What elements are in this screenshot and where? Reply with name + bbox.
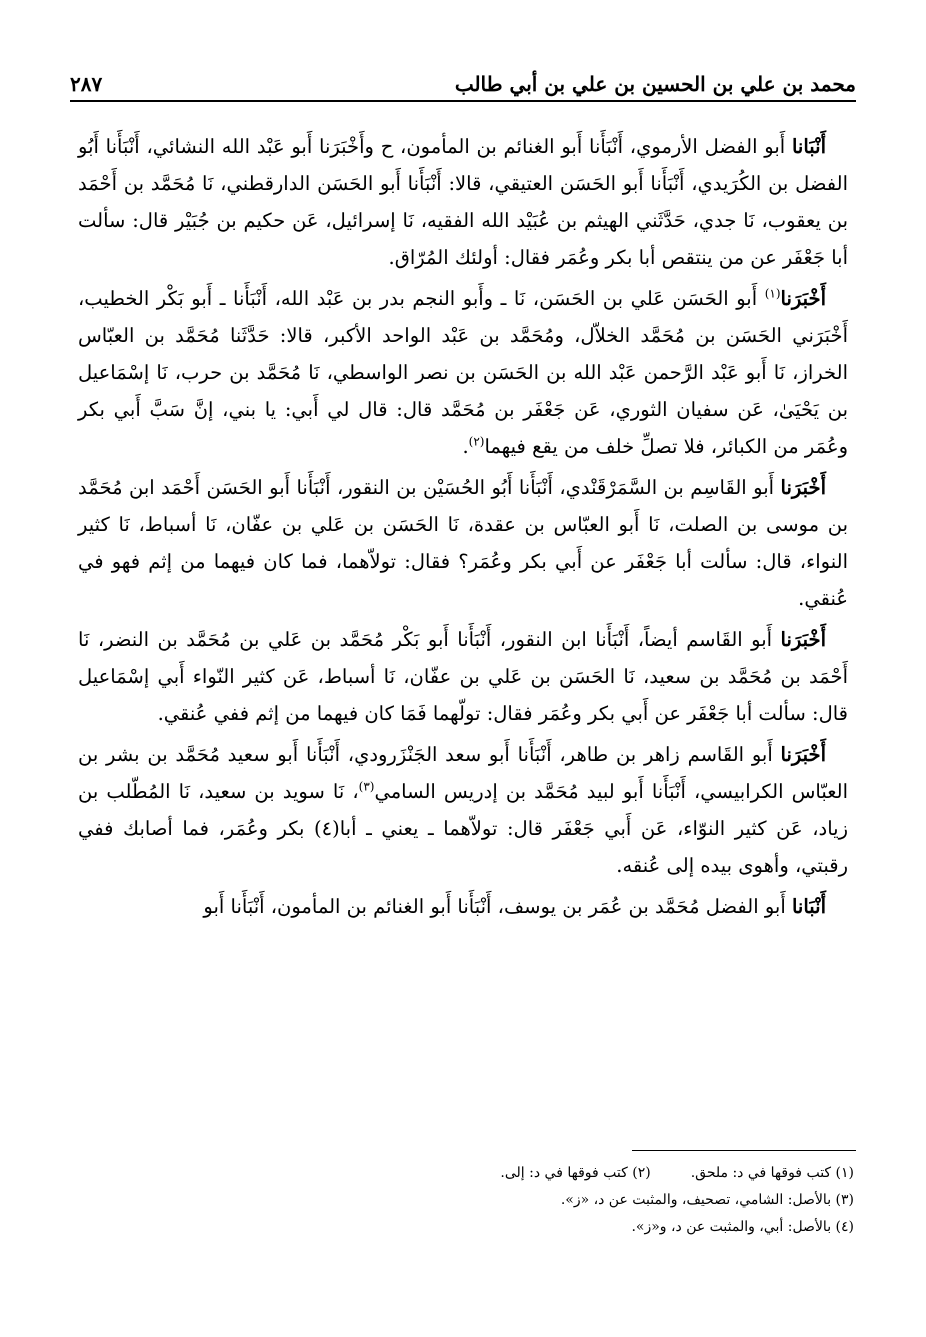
paragraph-6: [78, 888, 848, 925]
page-number: ٢٨٧: [70, 72, 103, 96]
paragraph-text: أَبو الحَسَن عَلي بن الحَسَن، نَا ـ وأَبو النجم بدر بن عَبْد الله، أَنْبَأَنا ـ أَبو بَكْر الخطيب، أَخْبَرَني الحَسَن بن مُحَمَّد الخلاّل، ومُحَمَّد بن عَبْد الواحد الأكبر، قالا: حَدَّثَنا مُحَمَّد بن العبّاس الخراز، نَا أَبو عَبْد الرَّحمن عَبْد الله بن الحَسَن بن نصر الواسطي، نَا مُحَمَّد بن حرب، نَا إسْمَاعيل بن يَحْيَىٰ، عَن سفيان الثوري، عَن جَعْفَر بن مُحَمَّد قال: قال لي أَبي: يا بني، إنَّ سَبَّ أَبي بكر وعُمَر من الكبائر، فلا تصلِّ خلف من يقع فيهما: [78, 287, 848, 458]
paragraph-tail: .: [462, 435, 469, 458]
paragraph-lead: أَخْبَرَنا: [780, 287, 826, 310]
paragraph-4: [78, 621, 848, 732]
footnotes: [120, 1160, 854, 1241]
footnote-row: [120, 1160, 854, 1187]
footnote-ref-2: (٢): [468, 434, 485, 449]
paragraph-lead: أَخْبَرَنا: [780, 476, 826, 499]
paragraph-3: [78, 469, 848, 617]
paragraph-lead: أَخْبَرَنا: [780, 743, 826, 766]
footnote-divider: [632, 1150, 856, 1151]
paragraph-tail: ، نَا سويد بن سعيد، نَا المُطّلب بن زياد، عَن كثير النوّاء، عَن أَبي جَعْفَر قال: تولاّهما ـ يعني ـ أبا(٤) بكر وعُمَر، فما أصابك ففي رقبتي، وأهوى بيده إلى عُنقه.: [78, 780, 848, 877]
paragraph-text: أَبو القَاسم أيضاً، أَنْبَأَنا ابن النقور، أَنْبَأَنا أَبو بَكْر مُحَمَّد بن عَلي بن مُحَمَّد بن النضر، نَا أَحْمَد بن مُحَمَّد بن سعيد، نَا الحَسَن بن عَلي بن عفّان، نَا أسباط، عَن كثير النّواء أَبي إسْمَاعيل قال: سألت أبا جَعْفَر عن أَبي بكر وعُمَر فقال: تولّهما فَمَا كان فيهما من إثم ففي عُنقي.: [78, 628, 848, 725]
footnote-ref-3: (٣): [358, 779, 375, 794]
main-text: [78, 128, 848, 929]
paragraph-text: أَبو الفضل الأرموي، أَنْبَأَنا أَبو الغنائم بن المأمون، ح وأَخْبَرَنا أَبو عَبْد الله النشائي، أَنْبَأَنا أَبُو الفضل بن الكُرَيدي، أَنْبَأَنا أَبو الحَسَن العتيقي، قالا: أَنْبَأَنا أَبو الحَسَن الدارقطني، نَا مُحَمَّد بن أَحْمَد بن يعقوب، نَا جدي، حَدَّثَني الهيثم بن عُبَيْد الله الفقيه، نَا إسرائيل، عَن حكيم بن جُبَيْر قال: سألت أبا جَعْفَر عن من ينتقص أبا بكر وعُمَر فقال: أولئك المُرّاق.: [78, 135, 848, 269]
paragraph-lead: أَنْبَانا: [791, 895, 826, 918]
footnote-1: (١) كتب فوقها في د: ملحق.: [690, 1165, 854, 1181]
paragraph-text: أَبو القَاسِم بن السَّمَرْقَنْدي، أَنْبَأَنا أَبُو الحُسَيْن بن النقور، أَنْبَأَنا أَبو الحَسَن أَحْمَد ابن مُحَمَّد بن موسى بن الصلت، نَا أَبو العبّاس بن عقدة، نَا الحَسَن بن عَلي بن عفّان، نَا أسباط، نَا كثير النواء، قال: سألت أبا جَعْفَر عن أَبي بكر وعُمَر؟ فقال: تولاّهما، فما كان فيهما من إثم فهو في عُنقي.: [78, 476, 848, 610]
paragraph-text: أَبو الفضل مُحَمَّد بن عُمَر بن يوسف، أَنْبَأَنا أَبو الغنائم بن المأمون، أَنْبَأَنا أَبو: [203, 895, 792, 918]
paragraph-text: أَبو القَاسم زاهر بن طاهر، أَنْبَأَنا أَبو سعد الجَنْزَرودي، أَنْبَأَنا أَبو سعيد مُحَمَّد بن بشر بن العبّاس الكرابيسي، أَنْبَأَنا أَبو لبيد مُحَمَّد بن إدريس السامي: [78, 743, 848, 803]
footnote-ref-1: (١): [764, 286, 781, 301]
paragraph-lead: أَنْبَانا: [791, 135, 826, 158]
footnote-4: (٤) بالأصل: أبي، والمثبت عن د، و«ز».: [631, 1219, 854, 1235]
page-header: [70, 62, 856, 96]
paragraph-lead: أَخْبَرَنا: [780, 628, 826, 651]
running-title: محمد بن علي بن الحسين بن علي بن أبي طالب: [454, 72, 856, 96]
paragraph-2: [78, 280, 848, 465]
paragraph-5: [78, 736, 848, 884]
header-divider: [70, 100, 856, 102]
footnote-2: (٢) كتب فوقها في د: إلى.: [500, 1165, 651, 1181]
paragraph-1: [78, 128, 848, 276]
footnote-3: (٣) بالأصل: الشامي، تصحيف، والمثبت عن د، «ز».: [560, 1192, 854, 1208]
